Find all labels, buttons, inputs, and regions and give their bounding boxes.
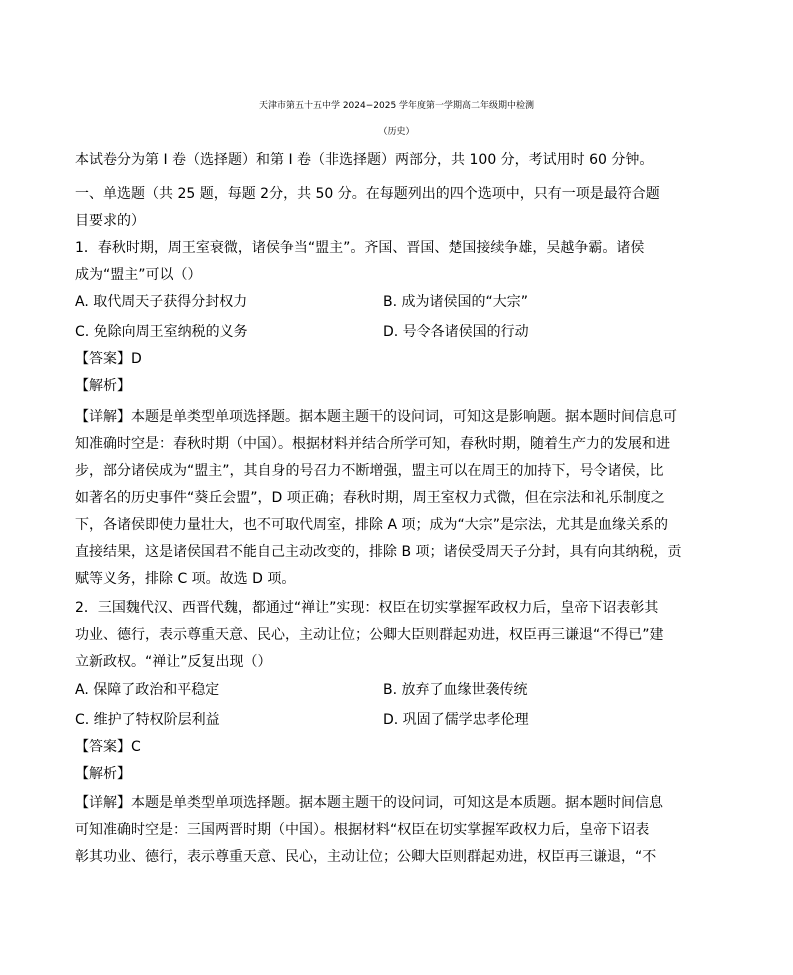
section-heading-line1: 一、单选题（共 25 题，每题 2分，共 50 分。在每题列出的四个选项中，只有一项是最符合题: [75, 186, 660, 202]
exam-subject: （历史）: [378, 127, 415, 137]
q1-stem-line2: 成为“盟主”可以（）: [75, 267, 202, 283]
exam-title: 天津市第五十五中学 2024−2025 学年度第一学期高二年级期中检测: [258, 101, 535, 111]
q2-option-d: D. 巩固了儒学忠孝伦理: [383, 712, 529, 728]
q2-stem-line1: 2．三国魏代汉、西晋代魏，都通过“禅让”实现：权臣在切实掌握军政权力后，皇帝下诏表彰其: [75, 600, 659, 616]
q1-detail-line: 【详解】本题是单类型单项选择题。据本题主题干的设问词，可知这是影响题。据本题时间信息可: [75, 409, 677, 425]
q2-detail-line: 【详解】本题是单类型单项选择题。据本题主题干的设问词，可知这是本质题。据本题时间信息: [75, 795, 663, 811]
q1-analysis-label: 【解析】: [75, 378, 131, 394]
q2-option-a: A. 保障了政治和平稳定: [75, 682, 220, 698]
q1-stem-line1: 1．春秋时期，周王室衰微，诸侯争当“盟主”。齐国、晋国、楚国接续争雄，吴越争霸。诸侯: [75, 240, 645, 256]
q2-stem-line3: 立新政权。“禅让”反复出现（）: [75, 654, 272, 670]
q1-detail-line: 步，部分诸侯成为“盟主”，其自身的号召力不断增强，盟主可以在周王的加持下，号令诸侯，比: [75, 463, 664, 479]
q2-analysis-label: 【解析】: [75, 766, 131, 782]
q2-option-b: B. 放弃了血缘世袭传统: [383, 682, 528, 698]
q2-detail-line: 彰其功业、德行，表示尊重天意、民心，主动让位；公卿大臣则群起劝进，权臣再三谦退，“不: [75, 849, 657, 865]
q1-answer: 【答案】D: [75, 351, 142, 367]
q1-option-b: B. 成为诸侯国的“大宗”: [383, 294, 529, 310]
q1-detail-line: 赋等义务，排除 C 项。故选 D 项。: [75, 571, 296, 587]
q1-detail-line: 下，各诸侯即使力量壮大，也不可取代周室，排除 A 项；成为“大宗”是宗法，尤其是血缘关系的: [75, 517, 668, 533]
q2-stem-line2: 功业、德行，表示尊重天意、民心，主动让位；公卿大臣则群起劝进，权臣再三谦退“不得已”建: [75, 627, 664, 643]
q2-option-c: C. 维护了特权阶层利益: [75, 712, 220, 728]
exam-intro: 本试卷分为第 I 卷（选择题）和第 I 卷（非选择题）两部分，共 100 分，考试用时 60 分钟。: [75, 152, 654, 168]
q1-detail-line: 如著名的历史事件“葵丘会盟”，D 项正确；春秋时期，周王室权力式微，但在宗法和礼乐制度之: [75, 490, 665, 506]
q2-answer: 【答案】C: [75, 739, 141, 755]
q2-detail-line: 可知准确时空是：三国两晋时期（中国）。根据材料“权臣在切实掌握军政权力后，皇帝下诏表: [75, 822, 650, 838]
q1-option-a: A. 取代周天子获得分封权力: [75, 294, 248, 310]
q1-option-d: D. 号令各诸侯国的行动: [383, 324, 529, 340]
q1-detail-line: 知准确时空是：春秋时期（中国）。根据材料并结合所学可知，春秋时期，随着生产力的发展和进: [75, 436, 670, 452]
q1-detail-line: 直接结果，这是诸侯国君不能自己主动改变的，排除 B 项；诸侯受周天子分封，具有向其纳税，贡: [75, 544, 682, 560]
q1-option-c: C. 免除向周王室纳税的义务: [75, 324, 248, 340]
section-heading-line2: 目要求的）: [75, 213, 145, 229]
